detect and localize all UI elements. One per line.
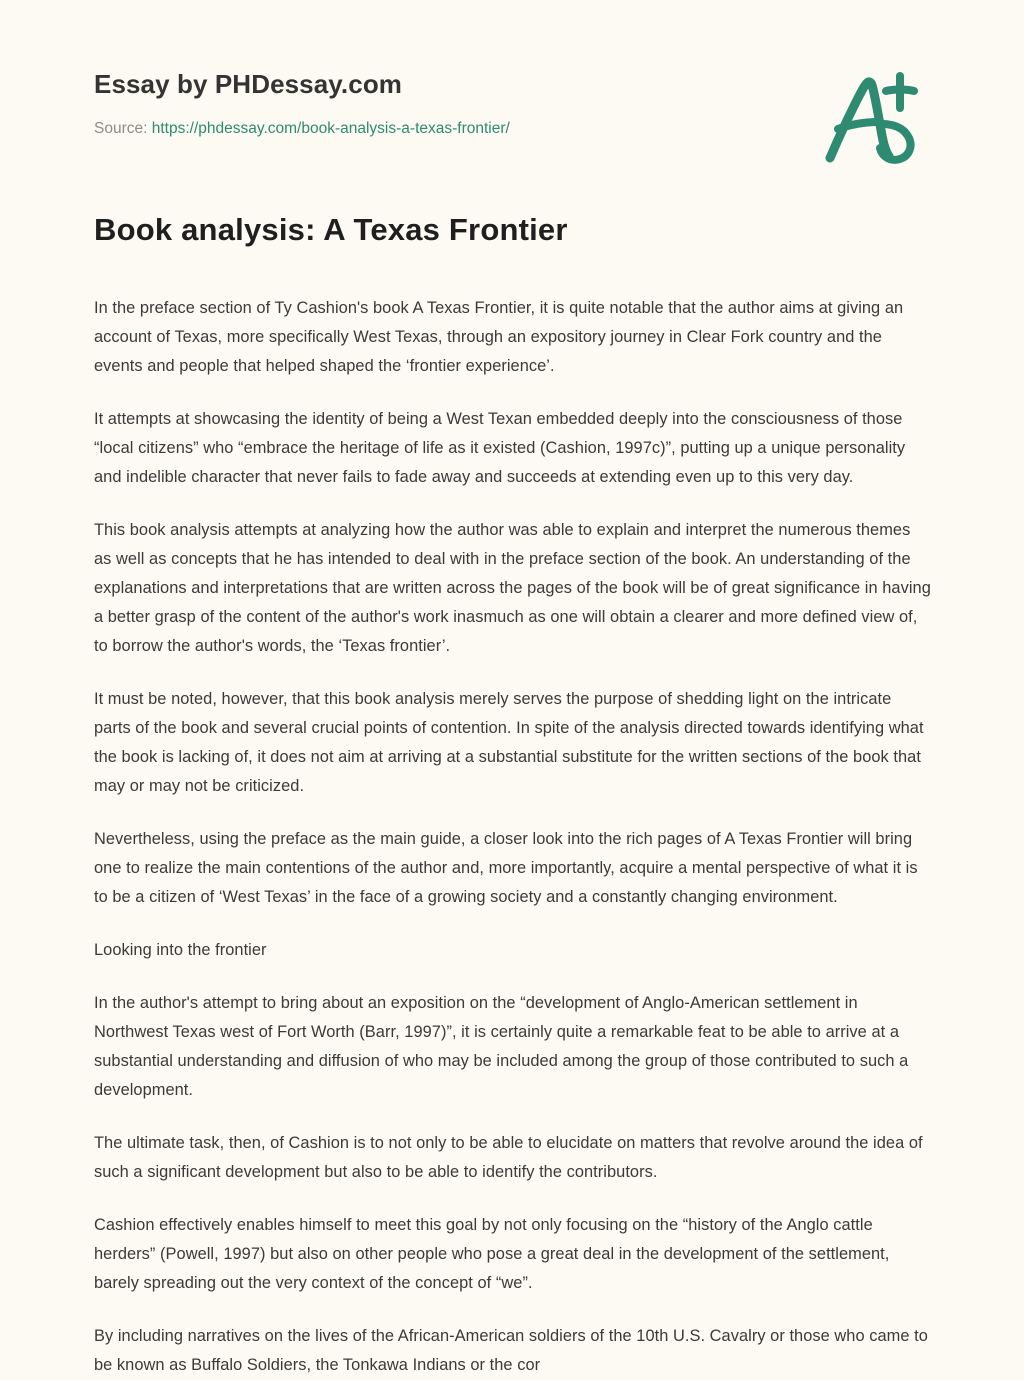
article-container [94,210,934,1380]
page-title: Book analysis: A Texas Frontier [94,212,568,247]
body-paragraph: Cashion effectively enables himself to meet this goal by not only focusing on the “history of the Anglo cattle herders” (Powell, 1997) but also on other people who pose a great deal in the development of the settlement, barely spreading out the very context of the concept of “we”. [94,1216,890,1292]
body-paragraph: Nevertheless, using the preface as the main guide, a closer look into the rich pages of A Texas Frontier will bring one to realize the main contentions of the author and, more importantly, acquire a mental perspective of what it is to be a citizen of ‘West Texas’ in the face of a growing society and a constantly changing environment. [94,830,918,906]
body-paragraph: It must be noted, however, that this book analysis merely serves the purpose of shedding light on the intricate parts of the book and several crucial points of contention. In spite of the analysis directed towards identifying what the book is lacking of, it does not aim at arriving at a substantial substitute for the written sections of the book that may or may not be criticized. [94,690,924,795]
article-body [94,294,932,1380]
page-header [0,0,1024,190]
source-line [94,120,510,138]
source-url-link[interactable]: https://phdessay.com/book-analysis-a-texas-frontier/ [151,120,510,137]
brand-title: Essay by PHDessay.com [94,69,403,99]
body-paragraph: The ultimate task, then, of Cashion is to not only to be able to elucidate on matters that revolve around the idea of such a significant development but also to be able to identify the contributors. [94,1134,923,1181]
a-plus-logo-icon [812,62,932,170]
section-subheading: Looking into the frontier [94,941,267,959]
body-paragraph: In the preface section of Ty Cashion's book A Texas Frontier, it is quite notable that the author aims at giving an account of Texas, more specifically West Texas, through an expository journey in Clear Fork country and the events and people that helped shaped the ‘frontier experience’. [94,299,904,375]
body-paragraph: In the author's attempt to bring about an exposition on the “development of Anglo-American settlement in Northwest Texas west of Fort Worth (Barr, 1997)”, it is certainly quite a remarkable feat to be able to arrive at a substantial understanding and diffusion of who may be included among the group of those contributed to such a development. [94,994,909,1099]
source-label: Source: [94,120,148,137]
body-paragraph: It attempts at showcasing the identity of being a West Texan embedded deeply into the consciousness of those “local citizens” who “embrace the heritage of life as it existed (Cashion, 1997c)”, putting up a unique personality and indelible character that never fails to fade away and succeeds at extending even up to this very day. [94,410,906,486]
body-paragraph: This book analysis attempts at analyzing how the author was able to explain and interpret the numerous themes as well as concepts that he has intended to deal with in the preface section of the book. An understanding of the explanations and interpretations that are written across the pages of the book will be of great significance in having a better grasp of the content of the author's work inasmuch as one will obtain a clearer and more defined view of, to borrow the author's words, the ‘Texas frontier’. [94,521,931,655]
body-paragraph-truncated: By including narratives on the lives of the African-American soldiers of the 10th U.S. Cavalry or those who came to be known as Buffalo Soldiers, the Tonkawa Indians or the cor [94,1327,928,1374]
